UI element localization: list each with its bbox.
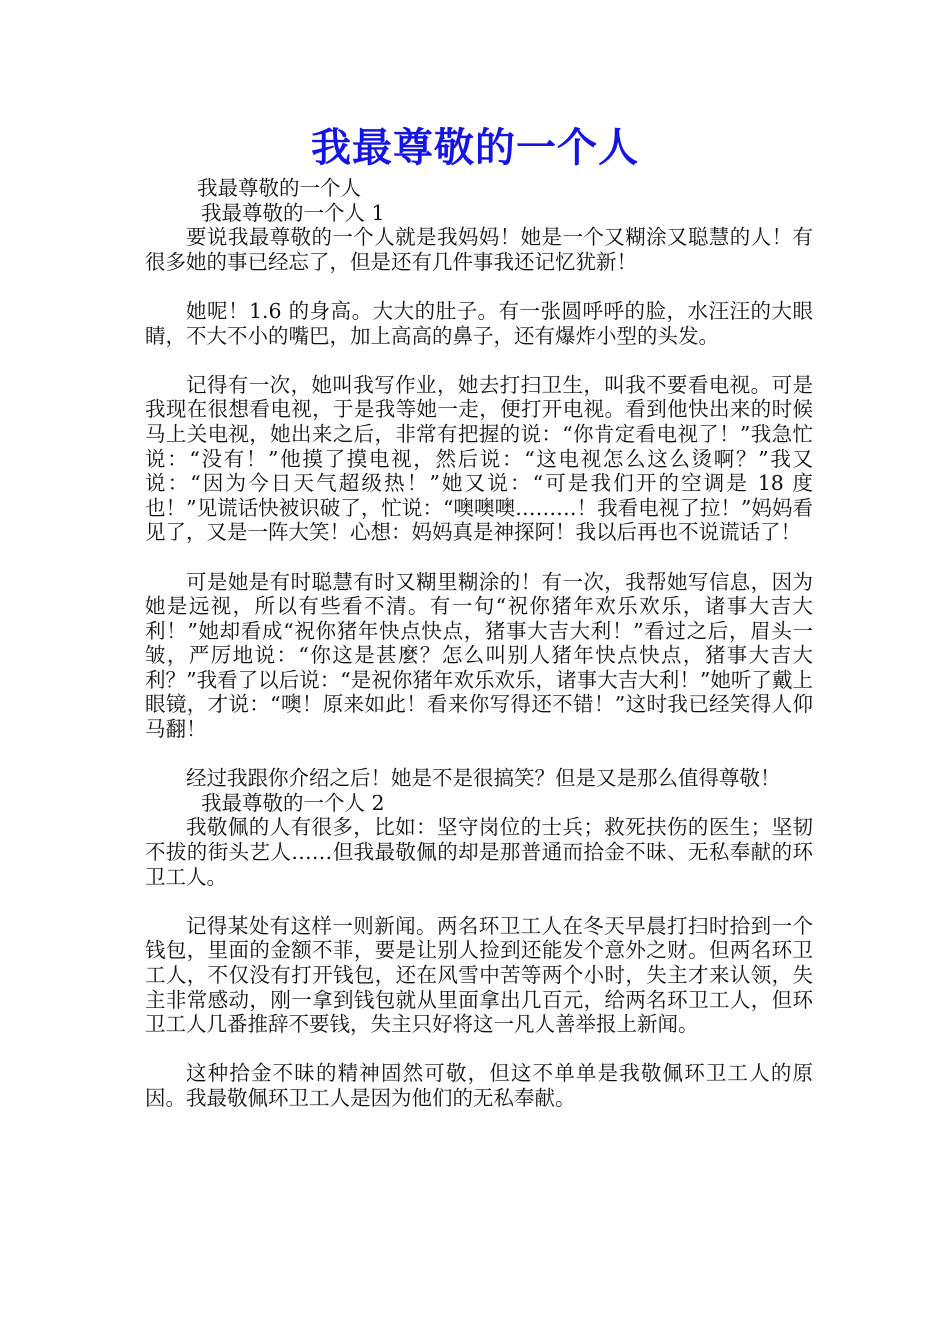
- paragraph-gap: [145, 545, 813, 570]
- paragraph-gap: [145, 1037, 813, 1062]
- document-body: [145, 176, 813, 1111]
- document-title: 我最尊敬的一个人: [311, 124, 639, 171]
- paragraph: 经过我跟你介绍之后！她是不是很搞笑？但是又是那么值得尊敬！: [186, 766, 781, 791]
- paragraph: 这种拾金不昧的精神固然可敬，但这不单单是我敬佩环卫工人的原因。我最敬佩环卫工人是因为他们的无私奉献。: [145, 1061, 813, 1110]
- paragraph: 记得有一次，她叫我写作业，她去打扫卫生，叫我不要看电视。可是我现在很想看电视，于是我等她一走，便打开电视。看到他快出来的时候马上关电视，她出来之后，非常有把握的说：“你肯定看电视了！”我急忙说：“没有！”他摸了摸电视，然后说：“这电视怎么这么烫啊？”我又说：“因为今日天气超级热！”她又说：“可是我们开的空调是 18 度也！”见谎话快被识破了，忙说：“噢噢噢………！我看电视了拉！”妈妈看见了，又是一阵大笑！心想：妈妈真是神探阿！我以后再也不说谎话了！: [145, 372, 813, 545]
- paragraph: 她呢！1.6 的身高。大大的肚子。有一张圆呼呼的脸，水汪汪的大眼睛，不大不小的嘴巴，加上高高的鼻子，还有爆炸小型的头发。: [145, 298, 813, 348]
- paragraph-gap: [145, 274, 813, 299]
- paragraph: 我敬佩的人有很多，比如：坚守岗位的士兵；救死扶伤的医生；坚韧不拔的街头艺人……但我最敬佩的却是那普通而拾金不昧、无私奉献的环卫工人。: [145, 815, 813, 889]
- section-heading: 我最尊敬的一个人 2: [201, 790, 385, 815]
- subtitle-line: 我最尊敬的一个人: [197, 176, 361, 200]
- section-heading: 我最尊敬的一个人 1: [201, 200, 385, 225]
- paragraph-gap: [145, 348, 813, 373]
- paragraph-gap: [145, 742, 813, 767]
- paragraph: 要说我最尊敬的一个人就是我妈妈！她是一个又糊涂又聪慧的人！有很多她的事已经忘了，但是还有几件事我还记忆犹新！: [145, 225, 813, 274]
- paragraph: 可是她是有时聪慧有时又糊里糊涂的！有一次，我帮她写信息，因为她是远视，所以有些看不清。有一句“祝你猪年欢乐欢乐，诸事大吉大利！”她却看成“祝你猪年快点快点，猪事大吉大利！”看过之后，眉头一皱，严厉地说：“你这是甚麼？怎么叫别人猪年快点快点，猪事大吉大利？”我看了以后说：“是祝你猪年欢乐欢乐，诸事大吉大利！”她听了戴上眼镜，才说：“噢！原来如此！看来你写得还不错！”这时我已经笑得人仰马翻！: [145, 569, 813, 742]
- paragraph-gap: [145, 889, 813, 914]
- paragraph: 记得某处有这样一则新闻。两名环卫工人在冬天早晨打扫时拾到一个钱包，里面的金额不菲，要是让别人捡到还能发个意外之财。但两名环卫工人，不仅没有打开钱包，还在风雪中苦等两个小时，失主才来认领，失主非常感动，刚一拿到钱包就从里面拿出几百元，给两名环卫工人，但环卫工人几番推辞不要钱，失主只好将这一凡人善举报上新闻。: [145, 913, 813, 1037]
